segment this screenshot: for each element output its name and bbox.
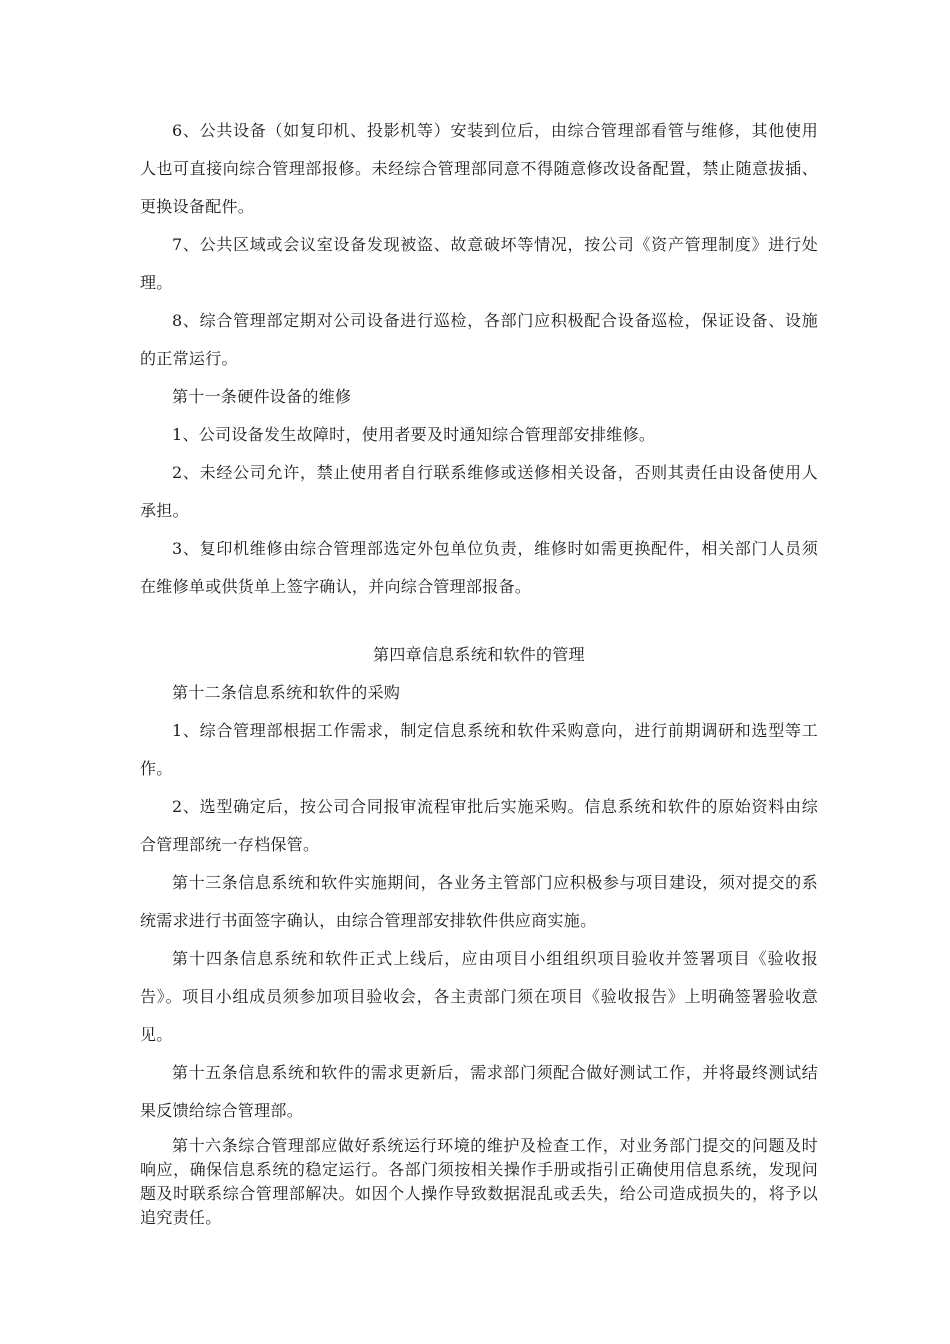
article-14: 第十四条信息系统和软件正式上线后，应由项目小组组织项目验收并签署项目《验收报告》。项目小组成员须参加项目验收会，各主责部门须在项目《验收报告》上明确签署验收意见。 bbox=[140, 949, 818, 1044]
chapter-4-title: 第四章信息系统和软件的管理 bbox=[373, 645, 585, 664]
paragraph-repair-1: 1、公司设备发生故障时，使用者要及时通知综合管理部安排维修。 bbox=[172, 425, 656, 444]
paragraph-equipment-7: 7、公共区域或会议室设备发现被盗、故意破坏等情况，按公司《资产管理制度》进行处理。 bbox=[140, 235, 818, 292]
paragraph-repair-2: 2、未经公司允许，禁止使用者自行联系维修或送修相关设备，否则其责任由设备使用人承担。 bbox=[140, 463, 818, 520]
paragraph-equipment-8: 8、综合管理部定期对公司设备进行巡检，各部门应积极配合设备巡检，保证设备、设施的正常运行。 bbox=[140, 311, 818, 368]
article-15: 第十五条信息系统和软件的需求更新后，需求部门须配合做好测试工作，并将最终测试结果反馈给综合管理部。 bbox=[140, 1063, 818, 1120]
paragraph-procurement-1: 1、综合管理部根据工作需求，制定信息系统和软件采购意向，进行前期调研和选型等工作。 bbox=[140, 721, 818, 778]
paragraph-repair-3: 3、复印机维修由综合管理部选定外包单位负责，维修时如需更换配件，相关部门人员须在维修单或供货单上签字确认，并向综合管理部报备。 bbox=[140, 539, 818, 596]
article-12-heading: 第十二条信息系统和软件的采购 bbox=[172, 683, 401, 702]
article-13: 第十三条信息系统和软件实施期间，各业务主管部门应积极参与项目建设，须对提交的系统需求进行书面签字确认，由综合管理部安排软件供应商实施。 bbox=[140, 873, 818, 930]
paragraph-equipment-6: 6、公共设备（如复印机、投影机等）安装到位后，由综合管理部看管与维修，其他使用人也可直接向综合管理部报修。未经综合管理部同意不得随意修改设备配置，禁止随意拔插、更换设备配件。 bbox=[140, 121, 818, 216]
article-11-heading: 第十一条硬件设备的维修 bbox=[172, 387, 352, 406]
article-16: 第十六条综合管理部应做好系统运行环境的维护及检查工作，对业务部门提交的问题及时响应，确保信息系统的稳定运行。各部门须按相关操作手册或指引正确使用信息系统，发现问题及时联系综合管理部解决。如因个人操作导致数据混乱或丢失，给公司造成损失的，将予以追究责任。 bbox=[140, 1136, 818, 1227]
paragraph-procurement-2: 2、选型确定后，按公司合同报审流程审批后实施采购。信息系统和软件的原始资料由综合管理部统一存档保管。 bbox=[140, 797, 818, 854]
